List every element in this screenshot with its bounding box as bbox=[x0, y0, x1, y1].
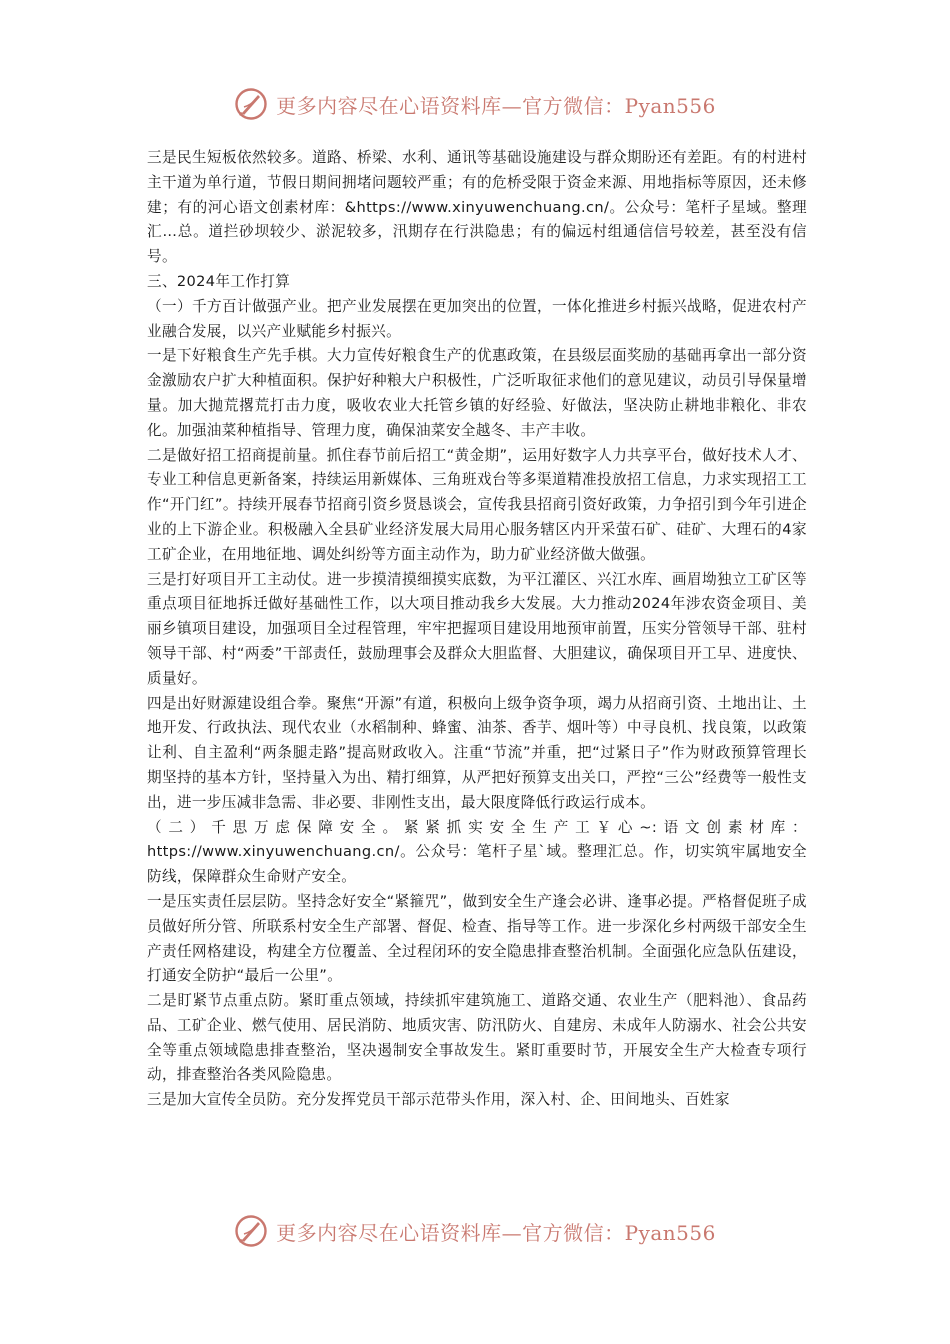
paragraph-responsibility: 一是压实责任层层防。坚持念好安全“紧箍咒”，做到安全生产逢会必讲、逢事必提。严格督促班子成员做好所分管、所联系村安全生产部署、督促、检查、指导等工作。进一步深化乡村两级干部安全生产责任网格建设，构建全方位覆盖、全过程闭环的安全隐患排查整治机制。全面强化应急队伍建设，打通安全防护“最后一公里”。 bbox=[147, 892, 807, 985]
footer-banner bbox=[0, 1211, 950, 1251]
header-banner bbox=[0, 84, 950, 124]
paragraph-finance: 四是出好财源建设组合拳。聚焦“开源”有道，积极向上级争资争项，竭力从招商引资、土地出让、土地开发、行政执法、现代农业（水稻制种、蜂蜜、油茶、香芋、烟叶等）中寻良机、找良策，以政策让利、自主盈利“两条腿走路”提高财政收入。注重“节流”并重，把“过紧日子”作为财政预算管理长期坚持的基本方针，坚持量入为出、精打细算，从严把好预算支出关口，严控“三公”经费等一般性支出，进一步压减非急需、非必要、非刚性支出，最大限度降低行政运行成本。 bbox=[147, 694, 807, 811]
paragraph-publicity: 三是加大宣传全员防。充分发挥党员干部示范带头作用，深入村、企、田间地头、百姓家 bbox=[147, 1091, 730, 1109]
subsection-heading-safety: （二）千思万虑保障安全。紧紧抓实安全生产工￥心~:语文创素材库：https://www.xinyuwenchuang.cn/。公众号：笔杆子星`域。整理汇总。作，切实筑牢属地安全防线，保障群众生命财产安全。 bbox=[147, 818, 807, 886]
quill-logo-icon bbox=[234, 1214, 268, 1248]
footer-banner-text: 更多内容尽在心语资料库—官方微信：Pyan556 bbox=[276, 1220, 716, 1245]
header-banner-text: 更多内容尽在心语资料库—官方微信：Pyan556 bbox=[276, 93, 716, 118]
quill-logo-icon bbox=[234, 87, 268, 121]
paragraph-key-points: 二是盯紧节点重点防。紧盯重点领域，持续抓牢建筑施工、道路交通、农业生产（肥料池）、食品药品、工矿企业、燃气使用、居民消防、地质灾害、防汛防火、自建房、未成年人防溺水、社会公共安全等重点领域隐患排查整治，坚决遏制安全事故发生。紧盯重要时节，开展安全生产大检查专项行动，排查整治各类风险隐患。 bbox=[147, 992, 807, 1084]
paragraph-grain: 一是下好粮食生产先手棋。大力宣传好粮食生产的优惠政策，在县级层面奖励的基础再拿出一部分资金激励农户扩大种植面积。保护好种粮大户积极性，广泛听取征求他们的意见建议，动员引导保量增量。加大抛荒撂荒打击力度，吸收农业大托管乡镇的好经验、好做法，坚决防止耕地非粮化、非农化。加强油菜种植指导、管理力度，确保油菜安全越冬、丰产丰收。 bbox=[147, 347, 807, 439]
section-heading-plan: 三、2024年工作打算 bbox=[147, 272, 291, 290]
paragraph-1: 三是民生短板依然较多。道路、桥梁、水利、通讯等基础设施建设与群众期盼还有差距。有的村进村主干道为单行道，节假日期间拥堵问题较严重；有的危桥受限于资金来源、用地指标等原因，还未修建；有的河心语文创素材库：&https://www.xinyuwenchuang.cn/。公众号：笔杆子星域。整理汇…总。道拦砂坝较少、淤泥较多，汛期存在行洪隐患；有的偏远村组通信信号较差，甚至没有信号。 bbox=[147, 149, 807, 266]
document-body bbox=[147, 146, 807, 1113]
paragraph-projects: 三是打好项目开工主动仗。进一步摸清摸细摸实底数，为平江灌区、兴江水库、画眉坳独立工矿区等重点项目征地拆迁做好基础性工作，以大项目推动我乡大发展。大力推动2024年涉农资金项目、美丽乡镇项目建设，加强项目全过程管理，牢牢把握项目建设用地预审前置，压实分管领导干部、驻村领导干部、村“两委”干部责任，鼓励理事会及群众大胆监督、大胆建议，确保项目开工早、进度快、质量好。 bbox=[147, 570, 807, 687]
paragraph-recruitment: 二是做好招工招商提前量。抓住春节前后招工“黄金期”，运用好数字人力共享平台，做好技术人才、专业工种信息更新备案，持续运用新媒体、三角班戏台等多渠道精准投放招工信息，力求实现招工工作“开门红”。持续开展春节招商引资乡贤恳谈会，宣传我县招商引资好政策，力争招引到今年引进企业的上下游企业。积极融入全县矿业经济发展大局用心服务辖区内开采萤石矿、硅矿、大理石的4家工矿企业，在用地征地、调处纠纷等方面主动作为，助力矿业经济做大做强。 bbox=[147, 446, 807, 563]
subsection-heading-industry: （一）千方百计做强产业。把产业发展摆在更加突出的位置，一体化推进乡村振兴战略，促进农村产业融合发展，以兴产业赋能乡村振兴。 bbox=[147, 297, 807, 340]
